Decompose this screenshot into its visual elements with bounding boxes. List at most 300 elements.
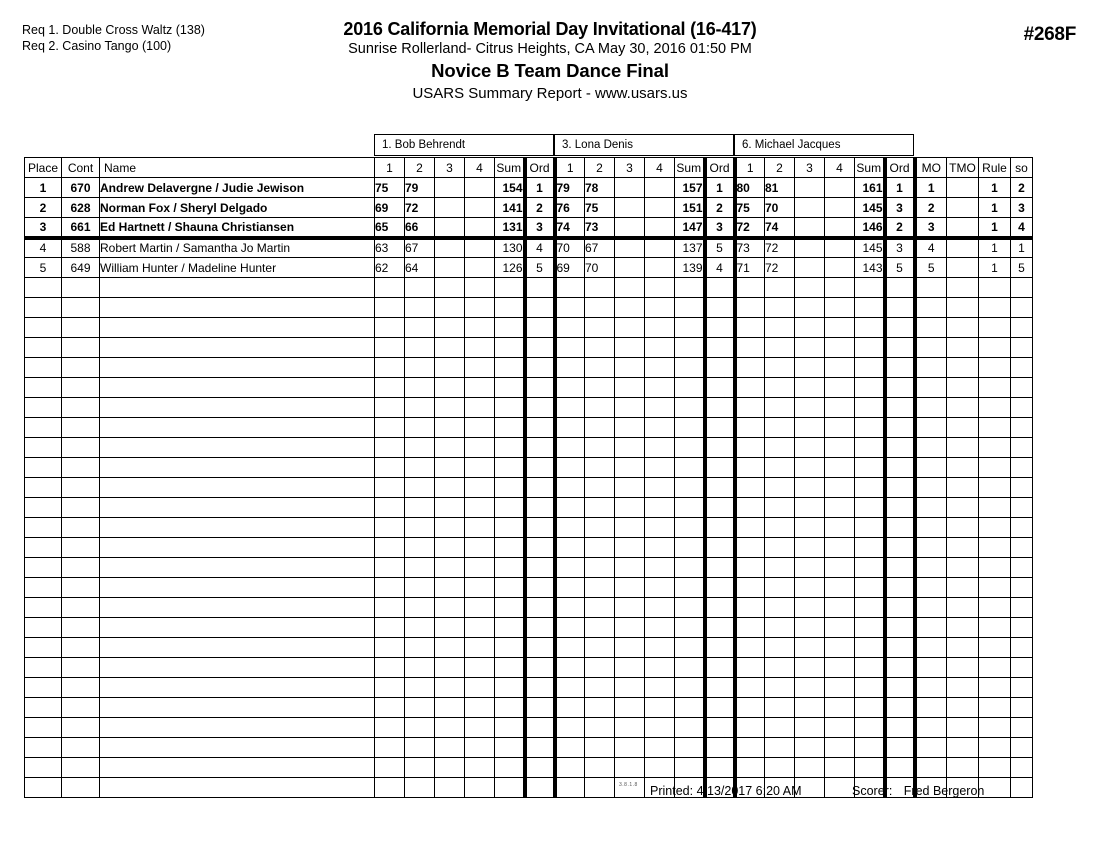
cell-empty [525,698,555,718]
cell-empty [705,718,735,738]
cell-empty [885,538,915,558]
cell-empty [885,398,915,418]
cell-empty [947,358,979,378]
cell-empty [25,298,62,318]
cell-j2-ord: 2 [705,198,735,218]
cell-empty [585,738,615,758]
cell-empty [947,478,979,498]
cell-empty [979,758,1011,778]
cell-empty [525,418,555,438]
cell-empty [979,418,1011,438]
cell-j3-score-2: 72 [765,238,795,258]
cell-empty [585,378,615,398]
cell-name: William Hunter / Madeline Hunter [100,258,375,278]
cell-j2-score-4 [645,218,675,238]
cell-empty [525,458,555,478]
cell-empty [405,338,435,358]
cell-empty [735,398,765,418]
cell-j1-score-1: 75 [375,178,405,198]
cell-empty [855,618,885,638]
cell-empty [495,498,525,518]
cell-empty [735,658,765,678]
cell-empty [615,438,645,458]
cell-empty [825,378,855,398]
cell-rule: 1 [979,198,1011,218]
cell-empty [435,598,465,618]
cell-empty [25,598,62,618]
cell-empty [1011,538,1033,558]
cell-empty [555,698,585,718]
cell-empty [525,638,555,658]
cell-empty [525,538,555,558]
cell-empty [465,678,495,698]
cell-empty [405,438,435,458]
cell-empty [825,738,855,758]
table-row-empty [25,518,1033,538]
cell-empty [405,658,435,678]
cell-empty [735,358,765,378]
cell-empty [465,538,495,558]
cell-empty [705,678,735,698]
cell-empty [979,298,1011,318]
cell-cont: 649 [62,258,100,278]
cell-j1-score-4 [465,178,495,198]
cell-empty [765,538,795,558]
cell-empty [795,558,825,578]
cell-empty [1011,518,1033,538]
cell-empty [100,538,375,558]
cell-empty [645,398,675,418]
cell-j3-sum: 161 [855,178,885,198]
cell-j1-sum: 131 [495,218,525,238]
cell-empty [495,738,525,758]
cell-j3-score-4 [825,238,855,258]
cell-empty [555,678,585,698]
cell-empty [735,758,765,778]
cell-empty [947,638,979,658]
cell-empty [675,298,705,318]
cell-empty [465,738,495,758]
cell-empty [495,698,525,718]
col-j3-score-3: 3 [795,158,825,178]
cell-empty [735,678,765,698]
cell-empty [947,598,979,618]
cell-j1-score-2: 66 [405,218,435,238]
cell-empty [465,338,495,358]
cell-j2-sum: 157 [675,178,705,198]
cell-empty [555,518,585,538]
col-cont: Cont [62,158,100,178]
col-j3-score-4: 4 [825,158,855,178]
cell-rule: 1 [979,178,1011,198]
cell-empty [947,398,979,418]
cell-j3-ord: 3 [885,198,915,218]
cell-empty [495,458,525,478]
cell-empty [645,598,675,618]
cell-empty [435,378,465,398]
cell-empty [795,758,825,778]
cell-rule: 1 [979,238,1011,258]
cell-empty [375,558,405,578]
cell-empty [615,618,645,638]
cell-empty [405,458,435,478]
cell-j2-score-2: 75 [585,198,615,218]
cell-empty [979,478,1011,498]
cell-empty [100,458,375,478]
table-row-empty [25,358,1033,378]
cell-empty [675,418,705,438]
cell-j3-ord: 2 [885,218,915,238]
cell-empty [795,518,825,538]
cell-empty [405,298,435,318]
cell-j3-ord: 5 [885,258,915,278]
cell-empty [465,558,495,578]
cell-j1-score-1: 63 [375,238,405,258]
cell-empty [645,518,675,538]
cell-empty [915,498,947,518]
cell-empty [855,678,885,698]
cell-empty [735,518,765,538]
cell-empty [825,658,855,678]
cell-empty [585,678,615,698]
cell-empty [645,658,675,678]
cell-empty [375,358,405,378]
cell-empty [100,678,375,698]
cell-empty [735,418,765,438]
cell-empty [100,438,375,458]
cell-empty [705,438,735,458]
cell-empty [405,738,435,758]
cell-empty [915,598,947,618]
table-row [25,198,1033,218]
cell-empty [915,338,947,358]
cell-empty [435,718,465,738]
cell-empty [947,338,979,358]
cell-empty [465,578,495,598]
cell-empty [585,658,615,678]
cell-empty [62,538,100,558]
cell-empty [615,318,645,338]
cell-j2-score-2: 78 [585,178,615,198]
cell-empty [585,758,615,778]
cell-empty [915,358,947,378]
cell-empty [495,598,525,618]
cell-empty [705,578,735,598]
cell-empty [615,718,645,738]
cell-empty [585,498,615,518]
cell-empty [62,338,100,358]
cell-j3-score-3 [795,218,825,238]
cell-empty [62,498,100,518]
cell-empty [675,518,705,538]
cell-j3-score-4 [825,198,855,218]
cell-empty [525,718,555,738]
cell-empty [885,458,915,478]
table-row-empty [25,338,1033,358]
results-table [24,157,1033,798]
cell-empty [855,358,885,378]
cell-j3-score-2: 72 [765,258,795,278]
cell-empty [765,578,795,598]
cell-empty [765,358,795,378]
cell-empty [1011,458,1033,478]
cell-j2-score-1: 70 [555,238,585,258]
cell-empty [25,418,62,438]
cell-empty [765,498,795,518]
judge-box-2: 3. Lona Denis [554,134,734,156]
cell-j2-score-1: 76 [555,198,585,218]
cell-empty [405,358,435,378]
cell-empty [435,678,465,698]
printed-info [650,784,802,798]
cell-empty [615,358,645,378]
cell-empty [375,318,405,338]
cell-empty [1011,558,1033,578]
cell-empty [915,298,947,318]
table-row [25,238,1033,258]
cell-empty [705,358,735,378]
col-j3-sum: Sum [855,158,885,178]
cell-empty [465,698,495,718]
cell-empty [855,738,885,758]
cell-empty [62,638,100,658]
cell-empty [375,338,405,358]
cell-j3-score-3 [795,238,825,258]
cell-empty [979,338,1011,358]
cell-empty [855,338,885,358]
cell-j2-score-3 [615,238,645,258]
cell-empty [735,298,765,318]
cell-empty [765,758,795,778]
cell-empty [979,658,1011,678]
cell-empty [62,518,100,538]
cell-j1-score-4 [465,198,495,218]
cell-empty [735,598,765,618]
cell-empty [375,438,405,458]
cell-empty [885,698,915,718]
cell-empty [885,478,915,498]
table-row-empty [25,738,1033,758]
cell-empty [795,398,825,418]
cell-empty [585,358,615,378]
cell-place: 1 [25,178,62,198]
cell-empty [915,678,947,698]
cell-empty [435,338,465,358]
cell-empty [705,618,735,638]
cell-empty [947,418,979,438]
cell-empty [62,758,100,778]
cell-tmo [947,258,979,278]
cell-empty [645,738,675,758]
cell-empty [585,418,615,438]
cell-j2-score-4 [645,258,675,278]
cell-empty [675,698,705,718]
cell-empty [465,438,495,458]
table-header-row [25,158,1033,178]
cell-empty [62,478,100,498]
cell-empty [675,458,705,478]
cell-empty [375,758,405,778]
cell-empty [855,478,885,498]
cell-empty [915,438,947,458]
cell-j3-score-1: 73 [735,238,765,258]
cell-empty [525,318,555,338]
cell-empty [765,338,795,358]
cell-empty [915,758,947,778]
cell-empty [735,458,765,478]
cell-empty [675,618,705,638]
cell-empty [1011,498,1033,518]
cell-empty [62,598,100,618]
cell-empty [465,358,495,378]
cell-empty [525,378,555,398]
cell-empty [525,558,555,578]
cell-empty [675,578,705,598]
cell-empty [555,458,585,478]
cell-empty [885,418,915,438]
cell-j3-ord: 3 [885,238,915,258]
cell-tmo [947,238,979,258]
cell-empty [979,618,1011,638]
cell-name: Norman Fox / Sheryl Delgado [100,198,375,218]
cell-empty [25,658,62,678]
cell-empty [855,758,885,778]
table-row-empty [25,298,1033,318]
cell-empty [915,398,947,418]
cell-j1-score-2: 64 [405,258,435,278]
cell-empty [1011,278,1033,298]
cell-empty [62,658,100,678]
cell-empty [645,538,675,558]
cell-empty [375,398,405,418]
cell-j3-score-1: 75 [735,198,765,218]
table-row-empty [25,578,1033,598]
table-row-empty [25,698,1033,718]
cell-empty [979,698,1011,718]
cell-cont: 588 [62,238,100,258]
cell-empty [555,618,585,638]
cell-empty [795,658,825,678]
scorer-value: Fred Bergeron [903,784,985,798]
cell-empty [645,298,675,318]
cell-empty [645,358,675,378]
cell-so: 1 [1011,238,1033,258]
cell-empty [1011,298,1033,318]
cell-j3-score-2: 81 [765,178,795,198]
cell-empty [795,318,825,338]
cell-mo: 1 [915,178,947,198]
cell-empty [645,478,675,498]
cell-empty [1011,318,1033,338]
cell-empty [915,558,947,578]
cell-j2-ord: 3 [705,218,735,238]
cell-empty [915,718,947,738]
cell-empty [405,698,435,718]
cell-rule: 1 [979,258,1011,278]
cell-j3-score-1: 72 [735,218,765,238]
cell-empty [855,578,885,598]
cell-empty [25,498,62,518]
cell-empty [765,398,795,418]
cell-empty [435,738,465,758]
cell-empty [885,298,915,318]
cell-j2-sum: 147 [675,218,705,238]
cell-cont: 628 [62,198,100,218]
cell-so: 2 [1011,178,1033,198]
cell-empty [947,318,979,338]
cell-empty [645,618,675,638]
cell-j2-sum: 137 [675,238,705,258]
cell-empty [825,358,855,378]
cell-empty [1011,618,1033,638]
cell-empty [615,658,645,678]
cell-empty [885,338,915,358]
cell-empty [825,758,855,778]
cell-empty [675,758,705,778]
cell-empty [405,278,435,298]
cell-empty [1011,638,1033,658]
cell-empty [705,598,735,618]
cell-empty [979,498,1011,518]
cell-empty [375,478,405,498]
cell-empty [947,278,979,298]
cell-empty [62,398,100,418]
cell-empty [25,678,62,698]
cell-empty [555,438,585,458]
cell-j1-score-4 [465,258,495,278]
cell-empty [1011,438,1033,458]
cell-empty [979,318,1011,338]
cell-j3-score-2: 70 [765,198,795,218]
cell-empty [675,658,705,678]
event-number: #268F [1023,24,1076,45]
cell-empty [465,458,495,478]
cell-empty [62,418,100,438]
cell-empty [1011,738,1033,758]
cell-empty [525,498,555,518]
cell-empty [1011,418,1033,438]
cell-empty [735,578,765,598]
cell-empty [885,438,915,458]
cell-empty [62,678,100,698]
cell-empty [705,638,735,658]
cell-empty [405,498,435,518]
cell-empty [705,458,735,478]
cell-empty [705,378,735,398]
cell-empty [495,538,525,558]
cell-empty [100,378,375,398]
table-row-empty [25,658,1033,678]
col-j1-score-1: 1 [375,158,405,178]
cell-name: Robert Martin / Samantha Jo Martin [100,238,375,258]
cell-empty [1011,658,1033,678]
cell-empty [705,658,735,678]
cell-empty [25,618,62,638]
cell-empty [435,438,465,458]
cell-empty [855,298,885,318]
version-label: 3.8.1.8 [619,782,638,788]
cell-empty [405,718,435,738]
cell-empty [825,638,855,658]
cell-empty [765,658,795,678]
cell-empty [465,658,495,678]
cell-empty [495,278,525,298]
cell-empty [405,538,435,558]
cell-empty [100,618,375,638]
cell-empty [795,358,825,378]
cell-empty [405,758,435,778]
col-rule: Rule [979,158,1011,178]
